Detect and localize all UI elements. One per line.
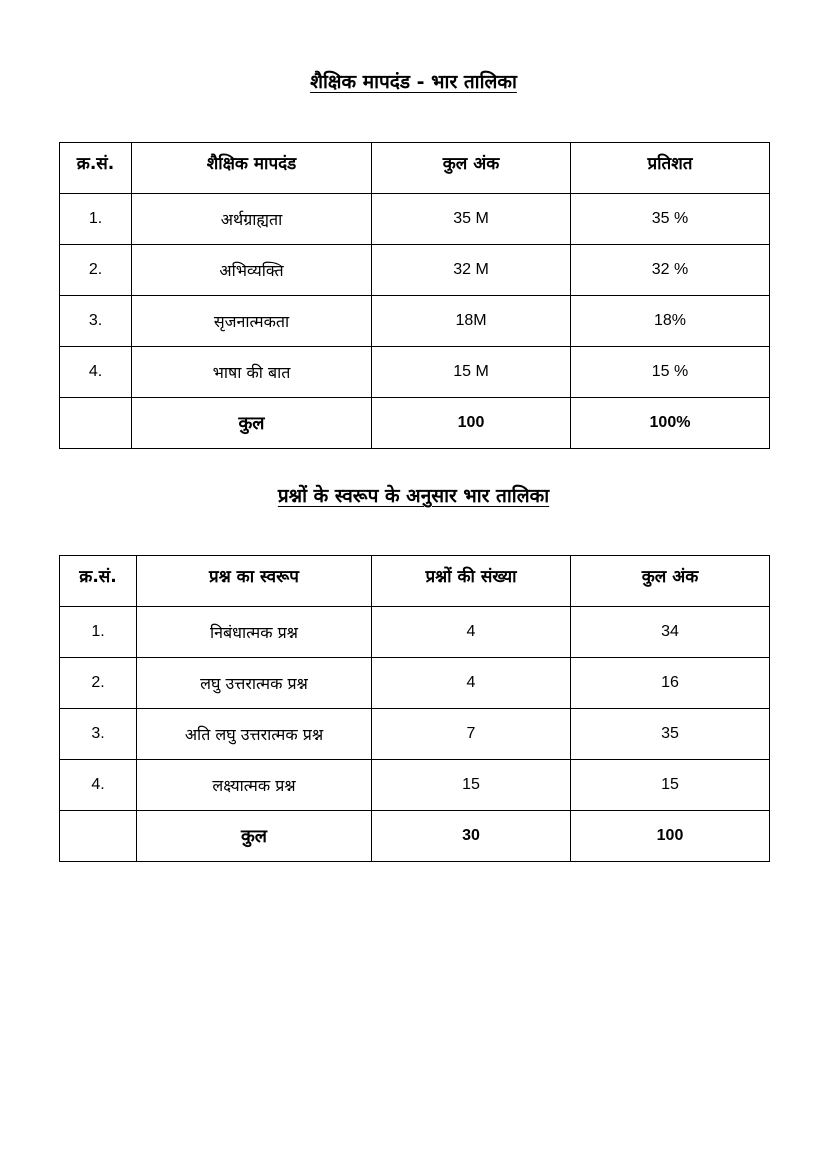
cell-percent: 15 % bbox=[571, 347, 770, 398]
cell-marks: 15 M bbox=[372, 347, 571, 398]
column-header-serial: क्र.सं. bbox=[60, 556, 137, 607]
table-header-row bbox=[60, 143, 770, 194]
cell-serial: 3. bbox=[60, 709, 137, 760]
question-type-table-title: प्रश्नों के स्वरूप के अनुसार भार तालिका bbox=[277, 485, 550, 507]
cell-serial: 4. bbox=[60, 347, 132, 398]
table-row bbox=[60, 347, 770, 398]
cell-question-type: अति लघु उत्तरात्मक प्रश्न bbox=[137, 709, 372, 760]
table-row bbox=[60, 658, 770, 709]
cell-serial: 4. bbox=[60, 760, 137, 811]
total-label: कुल bbox=[137, 811, 372, 862]
column-header-marks: कुल अंक bbox=[571, 556, 770, 607]
weightage-table-title: शैक्षिक मापदंड - भार तालिका bbox=[310, 71, 517, 93]
question-type-weightage-table bbox=[59, 555, 770, 862]
cell-marks: 32 M bbox=[372, 245, 571, 296]
column-header-serial: क्र.सं. bbox=[60, 143, 132, 194]
cell-serial: 2. bbox=[60, 658, 137, 709]
total-label: कुल bbox=[132, 398, 372, 449]
cell-serial: 3. bbox=[60, 296, 132, 347]
cell-criterion: अभिव्यक्ति bbox=[132, 245, 372, 296]
cell-marks: 34 bbox=[571, 607, 770, 658]
educational-criteria-weightage-table bbox=[59, 142, 770, 449]
table-row bbox=[60, 194, 770, 245]
cell-question-count: 4 bbox=[372, 658, 571, 709]
cell-question-type: लघु उत्तरात्मक प्रश्न bbox=[137, 658, 372, 709]
cell-criterion: भाषा की बात bbox=[132, 347, 372, 398]
cell-serial bbox=[60, 811, 137, 862]
cell-criterion: अर्थग्राह्यता bbox=[132, 194, 372, 245]
cell-marks: 35 bbox=[571, 709, 770, 760]
table-row bbox=[60, 607, 770, 658]
table-row bbox=[60, 296, 770, 347]
total-percent: 100% bbox=[571, 398, 770, 449]
total-marks: 100 bbox=[571, 811, 770, 862]
cell-percent: 18% bbox=[571, 296, 770, 347]
cell-question-count: 7 bbox=[372, 709, 571, 760]
total-row bbox=[60, 398, 770, 449]
cell-serial: 2. bbox=[60, 245, 132, 296]
cell-marks: 16 bbox=[571, 658, 770, 709]
table-row bbox=[60, 709, 770, 760]
table-header-row bbox=[60, 556, 770, 607]
total-question-count: 30 bbox=[372, 811, 571, 862]
column-header-percent: प्रतिशत bbox=[571, 143, 770, 194]
total-row bbox=[60, 811, 770, 862]
cell-question-count: 15 bbox=[372, 760, 571, 811]
cell-percent: 32 % bbox=[571, 245, 770, 296]
column-header-question-count: प्रश्नों की संख्या bbox=[372, 556, 571, 607]
table-row bbox=[60, 760, 770, 811]
cell-question-count: 4 bbox=[372, 607, 571, 658]
table-row bbox=[60, 245, 770, 296]
column-header-marks: कुल अंक bbox=[372, 143, 571, 194]
cell-criterion: सृजनात्मकता bbox=[132, 296, 372, 347]
cell-percent: 35 % bbox=[571, 194, 770, 245]
cell-marks: 18M bbox=[372, 296, 571, 347]
cell-serial: 1. bbox=[60, 194, 132, 245]
cell-marks: 15 bbox=[571, 760, 770, 811]
cell-marks: 35 M bbox=[372, 194, 571, 245]
total-marks: 100 bbox=[372, 398, 571, 449]
cell-question-type: निबंधात्मक प्रश्न bbox=[137, 607, 372, 658]
column-header-criterion: शैक्षिक मापदंड bbox=[132, 143, 372, 194]
cell-serial bbox=[60, 398, 132, 449]
cell-serial: 1. bbox=[60, 607, 137, 658]
cell-question-type: लक्ष्यात्मक प्रश्न bbox=[137, 760, 372, 811]
column-header-question-type: प्रश्न का स्वरूप bbox=[137, 556, 372, 607]
